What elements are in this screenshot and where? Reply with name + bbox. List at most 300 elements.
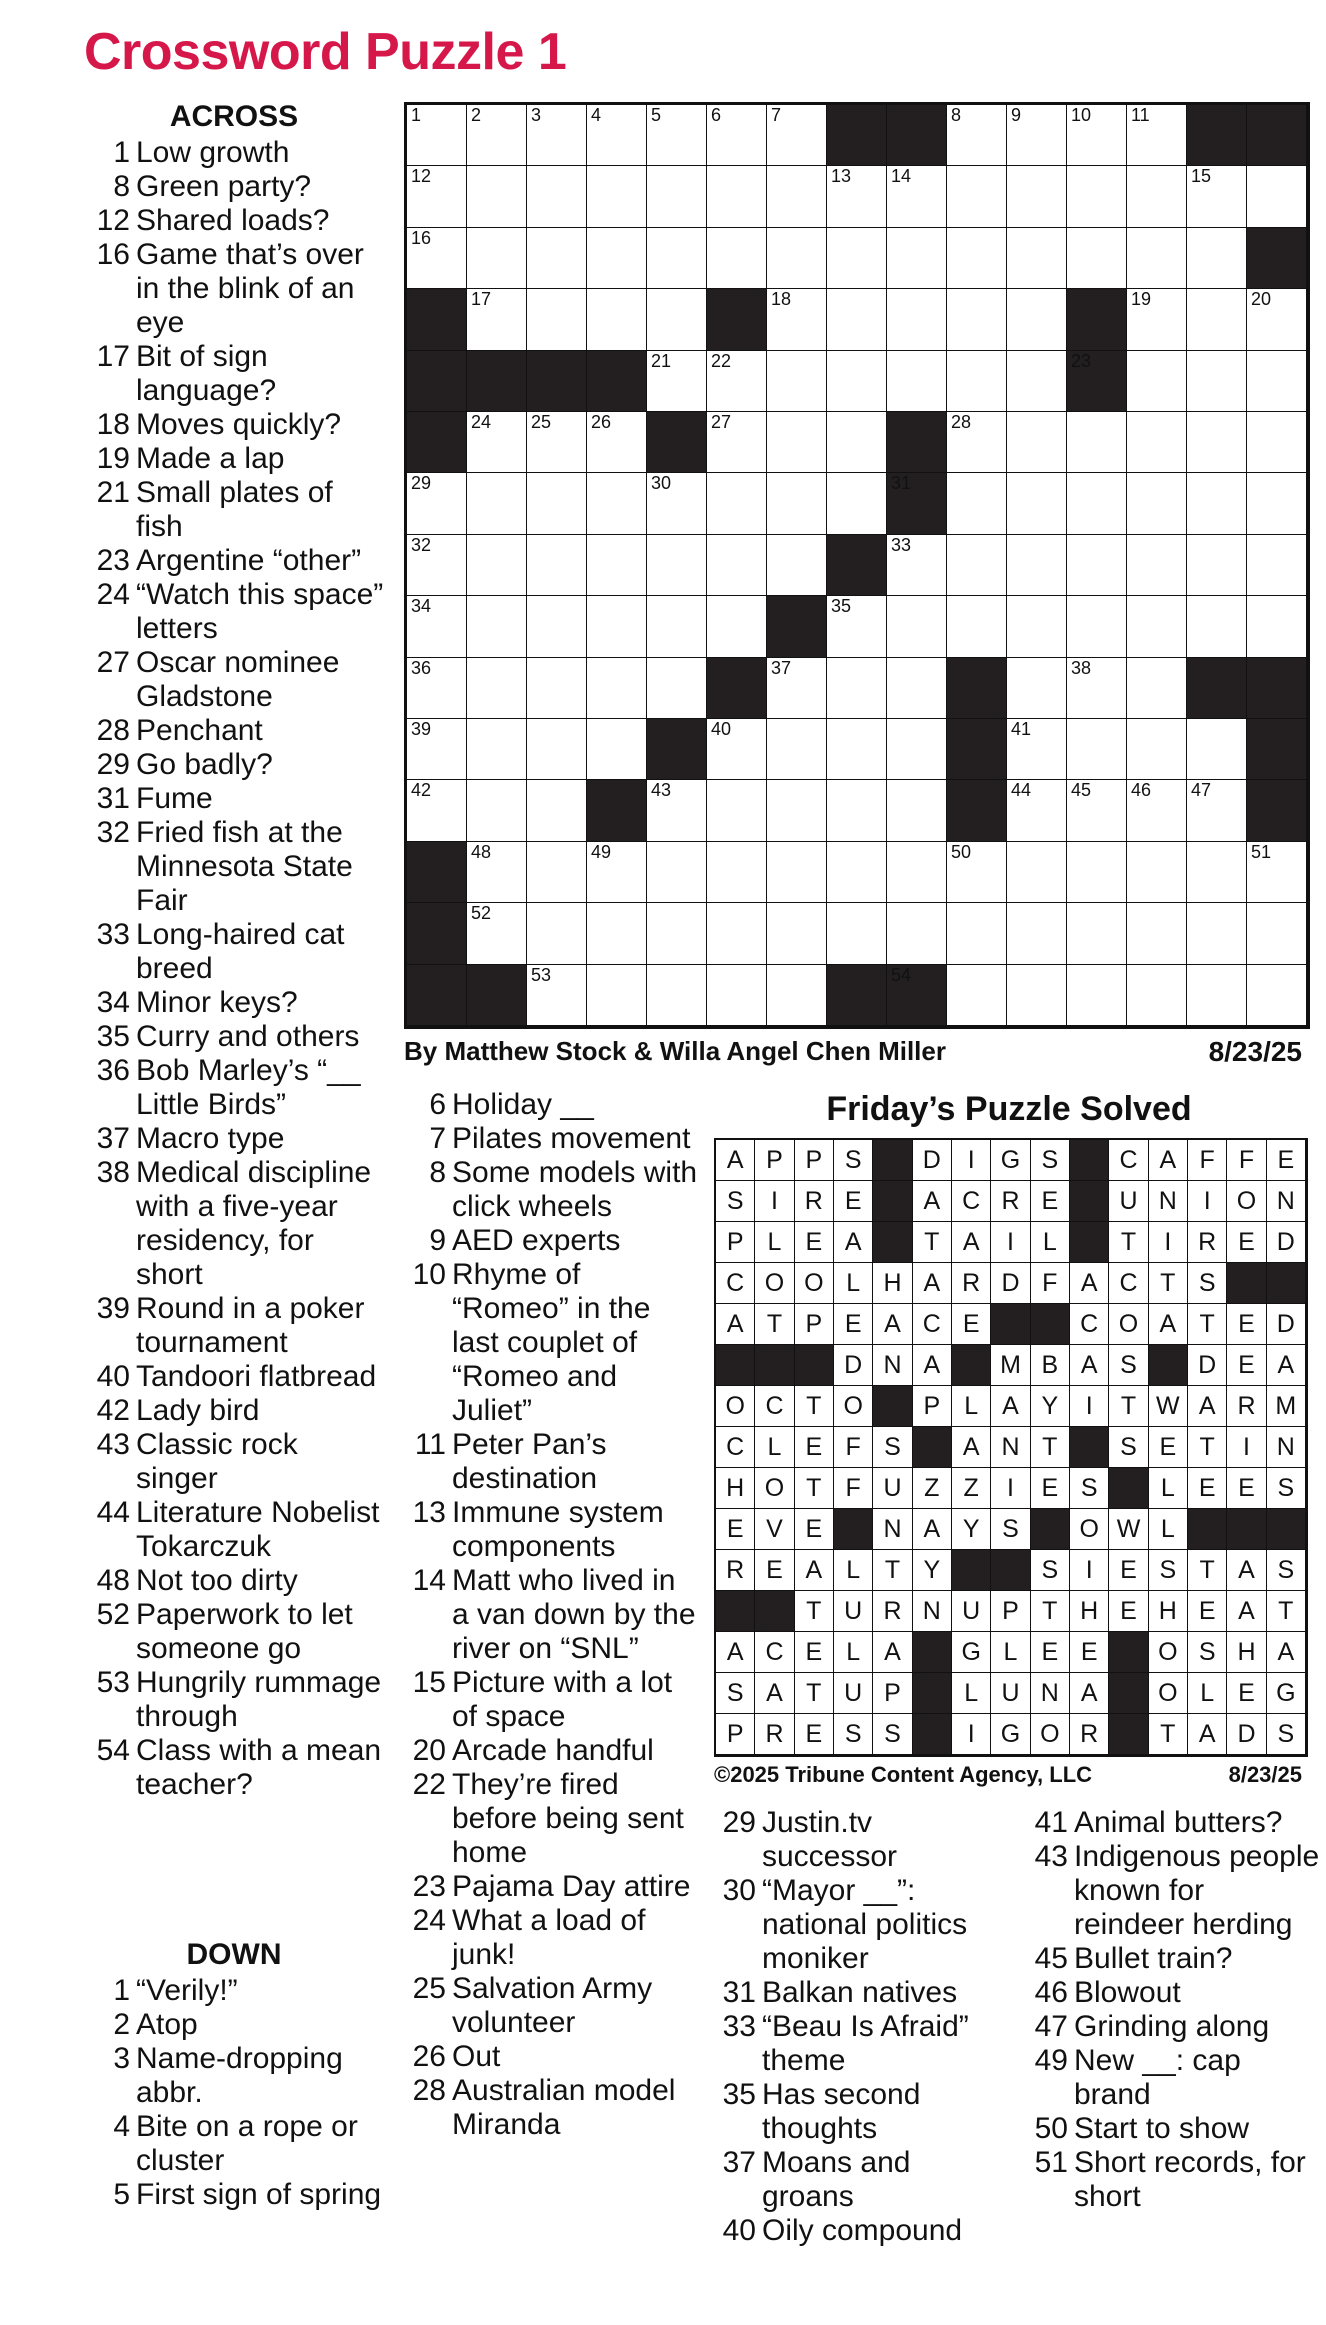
solution-letter: H bbox=[1227, 1632, 1266, 1673]
grid-cell[interactable] bbox=[1127, 351, 1187, 412]
solution-letter: L bbox=[1031, 1222, 1070, 1263]
grid-cell[interactable] bbox=[1007, 228, 1067, 289]
grid-cell[interactable] bbox=[1247, 535, 1307, 596]
grid-cell[interactable] bbox=[1127, 903, 1187, 964]
solution-letter: E bbox=[1031, 1181, 1070, 1222]
grid-cell[interactable] bbox=[467, 473, 527, 534]
grid-cell[interactable] bbox=[1247, 289, 1307, 350]
grid-cell[interactable] bbox=[587, 658, 647, 719]
grid-cell[interactable] bbox=[1067, 903, 1127, 964]
grid-cell[interactable] bbox=[1247, 166, 1307, 227]
grid-cell[interactable] bbox=[707, 780, 767, 841]
black-square bbox=[647, 412, 707, 473]
grid-cell[interactable] bbox=[767, 965, 827, 1026]
grid-cell[interactable] bbox=[1127, 166, 1187, 227]
grid-cell[interactable] bbox=[1187, 289, 1247, 350]
grid-cell[interactable] bbox=[1007, 351, 1067, 412]
grid-cell[interactable] bbox=[467, 842, 527, 903]
grid-cell[interactable] bbox=[467, 719, 527, 780]
clue-item bbox=[84, 918, 384, 986]
clue-text: Bit of sign language? bbox=[136, 340, 277, 407]
grid-cell[interactable] bbox=[407, 228, 467, 289]
grid-cell[interactable] bbox=[467, 228, 527, 289]
black-square bbox=[407, 289, 467, 350]
cell-number: 41 bbox=[1011, 719, 1032, 739]
grid-cell[interactable] bbox=[1187, 473, 1247, 534]
black-square bbox=[1187, 105, 1247, 166]
grid-cell[interactable] bbox=[1127, 596, 1187, 657]
clue-text: Curry and others bbox=[136, 1020, 360, 1053]
solution-letter: A bbox=[913, 1509, 952, 1550]
clue-number: 27 bbox=[96, 646, 130, 679]
grid-cell[interactable] bbox=[647, 965, 707, 1026]
grid-cell[interactable] bbox=[1067, 596, 1127, 657]
grid-cell[interactable] bbox=[647, 351, 707, 412]
grid-cell[interactable] bbox=[407, 473, 467, 534]
grid-cell[interactable] bbox=[947, 596, 1007, 657]
grid-cell[interactable] bbox=[827, 903, 887, 964]
grid-cell[interactable] bbox=[527, 780, 587, 841]
solution-letter: T bbox=[1149, 1714, 1188, 1755]
clue-text: Atop bbox=[136, 2008, 198, 2041]
grid-cell[interactable] bbox=[707, 903, 767, 964]
grid-cell[interactable] bbox=[587, 473, 647, 534]
grid-cell[interactable] bbox=[1187, 535, 1247, 596]
solution-letter: A bbox=[952, 1427, 991, 1468]
solution-letter: E bbox=[795, 1427, 834, 1468]
grid-cell[interactable] bbox=[1067, 473, 1127, 534]
black-square bbox=[1067, 351, 1127, 412]
grid-cell[interactable] bbox=[767, 166, 827, 227]
solution-black-square bbox=[913, 1427, 952, 1468]
clue-number: 31 bbox=[96, 782, 130, 815]
grid-cell[interactable] bbox=[707, 473, 767, 534]
grid-cell[interactable] bbox=[647, 596, 707, 657]
solution-letter: A bbox=[913, 1181, 952, 1222]
clue-number: 10 bbox=[412, 1258, 446, 1291]
grid-cell[interactable] bbox=[1187, 965, 1247, 1026]
cell-number: 2 bbox=[471, 105, 482, 125]
grid-cell[interactable] bbox=[827, 596, 887, 657]
black-square bbox=[1247, 105, 1307, 166]
grid-cell[interactable] bbox=[827, 166, 887, 227]
grid-cell[interactable] bbox=[647, 166, 707, 227]
solution-letter: I bbox=[991, 1468, 1030, 1509]
solution-letter: E bbox=[834, 1304, 873, 1345]
clue-item bbox=[84, 136, 384, 170]
solution-black-square bbox=[1109, 1632, 1148, 1673]
solution-black-square bbox=[1070, 1222, 1109, 1263]
grid-cell[interactable] bbox=[1067, 965, 1127, 1026]
solution-letter: D bbox=[834, 1345, 873, 1386]
grid-cell[interactable] bbox=[707, 596, 767, 657]
grid-cell[interactable] bbox=[767, 780, 827, 841]
grid-cell[interactable] bbox=[1007, 719, 1067, 780]
grid-cell[interactable] bbox=[767, 903, 827, 964]
grid-cell[interactable] bbox=[887, 166, 947, 227]
grid-cell[interactable] bbox=[467, 105, 527, 166]
black-square bbox=[1247, 780, 1307, 841]
grid-cell[interactable] bbox=[1247, 351, 1307, 412]
grid-cell[interactable] bbox=[1127, 289, 1187, 350]
clue-text: First sign of spring bbox=[136, 2178, 382, 2211]
grid-cell[interactable] bbox=[707, 412, 767, 473]
grid-cell[interactable] bbox=[527, 596, 587, 657]
cell-number: 23 bbox=[1071, 350, 1092, 371]
clue-text: Bite on a rope or cluster bbox=[136, 2110, 358, 2177]
clue-item bbox=[84, 578, 384, 646]
clue-text: Pajama Day attire bbox=[452, 1870, 691, 1903]
grid-cell[interactable] bbox=[827, 351, 887, 412]
cell-number: 14 bbox=[891, 166, 912, 187]
grid-cell[interactable] bbox=[407, 719, 467, 780]
grid-cell[interactable] bbox=[707, 351, 767, 412]
grid-cell[interactable] bbox=[827, 289, 887, 350]
grid-cell[interactable] bbox=[1007, 105, 1067, 166]
cell-number: 36 bbox=[411, 657, 432, 678]
grid-cell[interactable] bbox=[1127, 473, 1187, 534]
grid-cell[interactable] bbox=[947, 842, 1007, 903]
grid-cell[interactable] bbox=[587, 965, 647, 1026]
grid-cell[interactable] bbox=[827, 228, 887, 289]
solution-letter: S bbox=[1031, 1140, 1070, 1181]
grid-cell[interactable] bbox=[1187, 351, 1247, 412]
solution-letter: E bbox=[716, 1509, 755, 1550]
grid-cell[interactable] bbox=[647, 289, 707, 350]
grid-cell[interactable] bbox=[827, 473, 887, 534]
grid-cell[interactable] bbox=[527, 965, 587, 1026]
grid-cell[interactable] bbox=[527, 105, 587, 166]
clue-text: Small plates of fish bbox=[136, 476, 333, 543]
clue-item bbox=[84, 1054, 384, 1122]
grid-cell[interactable] bbox=[1007, 412, 1067, 473]
solution-letter: L bbox=[991, 1632, 1030, 1673]
grid-cell[interactable] bbox=[947, 289, 1007, 350]
grid-cell[interactable] bbox=[947, 105, 1007, 166]
grid-cell[interactable] bbox=[1187, 596, 1247, 657]
black-square bbox=[467, 351, 527, 412]
grid-cell[interactable] bbox=[767, 842, 827, 903]
grid-cell[interactable] bbox=[527, 412, 587, 473]
grid-cell[interactable] bbox=[527, 289, 587, 350]
grid-cell[interactable] bbox=[707, 535, 767, 596]
grid-cell[interactable] bbox=[1007, 166, 1067, 227]
grid-cell[interactable] bbox=[1127, 412, 1187, 473]
grid-cell[interactable] bbox=[767, 658, 827, 719]
grid-cell[interactable] bbox=[1187, 166, 1247, 227]
grid-cell[interactable] bbox=[1247, 412, 1307, 473]
clue-item bbox=[84, 1428, 384, 1496]
solution-letter: E bbox=[1227, 1222, 1266, 1263]
grid-cell[interactable] bbox=[647, 473, 707, 534]
grid-cell[interactable] bbox=[467, 658, 527, 719]
grid-cell[interactable] bbox=[1007, 903, 1067, 964]
solution-letter: S bbox=[1109, 1427, 1148, 1468]
grid-cell[interactable] bbox=[587, 842, 647, 903]
grid-cell[interactable] bbox=[1067, 780, 1127, 841]
grid-cell[interactable] bbox=[467, 535, 527, 596]
grid-cell[interactable] bbox=[587, 166, 647, 227]
solution-black-square bbox=[1227, 1509, 1266, 1550]
grid-cell[interactable] bbox=[647, 658, 707, 719]
grid-cell[interactable] bbox=[467, 289, 527, 350]
grid-cell[interactable] bbox=[1187, 842, 1247, 903]
cell-number: 21 bbox=[651, 350, 672, 371]
cell-number: 35 bbox=[831, 596, 852, 617]
grid-cell[interactable] bbox=[887, 535, 947, 596]
grid-cell[interactable] bbox=[527, 658, 587, 719]
grid-cell[interactable] bbox=[1187, 412, 1247, 473]
grid-cell[interactable] bbox=[887, 289, 947, 350]
solution-letter: N bbox=[1031, 1673, 1070, 1714]
solution-letter: F bbox=[834, 1468, 873, 1509]
solution-letter: W bbox=[1149, 1386, 1188, 1427]
solution-letter: A bbox=[873, 1304, 912, 1345]
grid-cell[interactable] bbox=[947, 166, 1007, 227]
solution-letter: T bbox=[795, 1673, 834, 1714]
solution-letter: P bbox=[716, 1714, 755, 1755]
solution-letter: R bbox=[991, 1181, 1030, 1222]
grid-cell[interactable] bbox=[647, 228, 707, 289]
solution-letter: R bbox=[1070, 1714, 1109, 1755]
grid-cell[interactable] bbox=[887, 719, 947, 780]
grid-cell[interactable] bbox=[1067, 842, 1127, 903]
grid-cell[interactable] bbox=[407, 535, 467, 596]
grid-cell[interactable] bbox=[827, 412, 887, 473]
black-square bbox=[1247, 658, 1307, 719]
grid-cell[interactable] bbox=[707, 965, 767, 1026]
grid-cell[interactable] bbox=[1127, 658, 1187, 719]
grid-cell[interactable] bbox=[947, 903, 1007, 964]
grid-cell[interactable] bbox=[1067, 105, 1127, 166]
grid-cell[interactable] bbox=[1067, 535, 1127, 596]
solution-letter: A bbox=[1149, 1304, 1188, 1345]
grid-cell[interactable] bbox=[887, 228, 947, 289]
grid-cell[interactable] bbox=[1127, 965, 1187, 1026]
grid-cell[interactable] bbox=[647, 535, 707, 596]
grid-cell[interactable] bbox=[527, 473, 587, 534]
grid-cell[interactable] bbox=[767, 535, 827, 596]
grid-cell[interactable] bbox=[1187, 719, 1247, 780]
grid-cell[interactable] bbox=[527, 903, 587, 964]
grid-cell[interactable] bbox=[827, 842, 887, 903]
clue-text: Animal butters? bbox=[1074, 1806, 1283, 1839]
grid-cell[interactable] bbox=[887, 903, 947, 964]
grid-cell[interactable] bbox=[887, 842, 947, 903]
grid-cell[interactable] bbox=[527, 719, 587, 780]
grid-cell[interactable] bbox=[407, 658, 467, 719]
clue-item bbox=[84, 408, 384, 442]
grid-cell[interactable] bbox=[647, 903, 707, 964]
grid-cell[interactable] bbox=[767, 105, 827, 166]
grid-cell[interactable] bbox=[1007, 535, 1067, 596]
grid-cell[interactable] bbox=[647, 105, 707, 166]
solution-letter: N bbox=[1149, 1181, 1188, 1222]
clue-item bbox=[1022, 2044, 1322, 2112]
grid-cell[interactable] bbox=[647, 780, 707, 841]
solution-letter: E bbox=[1267, 1140, 1306, 1181]
grid-cell[interactable] bbox=[587, 289, 647, 350]
puzzle-title: Crossword Puzzle 1 bbox=[84, 23, 567, 81]
grid-cell[interactable] bbox=[1127, 228, 1187, 289]
grid-cell[interactable] bbox=[1067, 719, 1127, 780]
grid-cell[interactable] bbox=[767, 412, 827, 473]
grid-cell[interactable] bbox=[467, 903, 527, 964]
grid-cell[interactable] bbox=[1187, 903, 1247, 964]
clue-item bbox=[400, 1564, 700, 1666]
grid-cell[interactable] bbox=[767, 289, 827, 350]
grid-cell[interactable] bbox=[1127, 780, 1187, 841]
grid-cell[interactable] bbox=[827, 780, 887, 841]
solution-letter: E bbox=[755, 1550, 794, 1591]
grid-cell[interactable] bbox=[1187, 780, 1247, 841]
solution-letter: A bbox=[716, 1304, 755, 1345]
grid-cell[interactable] bbox=[707, 228, 767, 289]
clue-number: 17 bbox=[96, 340, 130, 373]
solution-letter: S bbox=[991, 1509, 1030, 1550]
grid-cell[interactable] bbox=[767, 719, 827, 780]
grid-cell[interactable] bbox=[407, 166, 467, 227]
grid-cell[interactable] bbox=[947, 965, 1007, 1026]
grid-cell[interactable] bbox=[1007, 780, 1067, 841]
solution-letter: A bbox=[1070, 1673, 1109, 1714]
grid-cell[interactable] bbox=[527, 535, 587, 596]
grid-cell[interactable] bbox=[1187, 228, 1247, 289]
grid-cell[interactable] bbox=[1247, 842, 1307, 903]
grid-cell[interactable] bbox=[527, 842, 587, 903]
solution-letter: E bbox=[795, 1714, 834, 1755]
grid-cell[interactable] bbox=[1007, 965, 1067, 1026]
grid-cell[interactable] bbox=[707, 166, 767, 227]
grid-cell[interactable] bbox=[1067, 658, 1127, 719]
grid-cell[interactable] bbox=[887, 596, 947, 657]
grid-cell[interactable] bbox=[707, 842, 767, 903]
grid-cell[interactable] bbox=[1007, 289, 1067, 350]
grid-cell[interactable] bbox=[587, 596, 647, 657]
clue-text: Made a lap bbox=[136, 442, 285, 475]
solution-letter: O bbox=[1227, 1181, 1266, 1222]
grid-cell[interactable] bbox=[1007, 842, 1067, 903]
clue-text: Short records, for short bbox=[1074, 2146, 1306, 2213]
solution-letter: E bbox=[795, 1222, 834, 1263]
grid-cell[interactable] bbox=[587, 903, 647, 964]
grid-cell[interactable] bbox=[1067, 166, 1127, 227]
black-square bbox=[887, 412, 947, 473]
grid-cell[interactable] bbox=[1127, 842, 1187, 903]
solution-black-square bbox=[1149, 1345, 1188, 1386]
solution-black-square bbox=[1109, 1673, 1148, 1714]
clue-number: 37 bbox=[96, 1122, 130, 1155]
grid-cell[interactable] bbox=[587, 228, 647, 289]
clue-item bbox=[84, 442, 384, 476]
cell-number: 10 bbox=[1071, 105, 1092, 125]
grid-cell[interactable] bbox=[587, 719, 647, 780]
cell-number: 20 bbox=[1251, 289, 1272, 310]
grid-cell[interactable] bbox=[1067, 412, 1127, 473]
grid-cell[interactable] bbox=[947, 473, 1007, 534]
clue-text: Bob Marley’s “__ Little Birds” bbox=[136, 1054, 361, 1121]
black-square bbox=[707, 658, 767, 719]
grid-cell[interactable] bbox=[1247, 903, 1307, 964]
grid-cell[interactable] bbox=[587, 412, 647, 473]
grid-cell[interactable] bbox=[587, 535, 647, 596]
solution-letter: S bbox=[1188, 1263, 1227, 1304]
cell-number: 46 bbox=[1131, 780, 1152, 801]
clue-item bbox=[84, 204, 384, 238]
grid-cell[interactable] bbox=[1007, 473, 1067, 534]
grid-cell[interactable] bbox=[1007, 596, 1067, 657]
grid-cell[interactable] bbox=[767, 351, 827, 412]
solution-letter: Y bbox=[1031, 1386, 1070, 1427]
grid-cell[interactable] bbox=[467, 412, 527, 473]
grid-cell[interactable] bbox=[827, 658, 887, 719]
solution-letter: E bbox=[1227, 1304, 1266, 1345]
grid-cell[interactable] bbox=[407, 596, 467, 657]
grid-cell[interactable] bbox=[887, 351, 947, 412]
grid-cell[interactable] bbox=[1127, 105, 1187, 166]
grid-cell[interactable] bbox=[1007, 658, 1067, 719]
grid-cell[interactable] bbox=[1247, 965, 1307, 1026]
cell-number: 33 bbox=[891, 534, 912, 555]
grid-cell[interactable] bbox=[707, 719, 767, 780]
solution-letter: R bbox=[795, 1181, 834, 1222]
grid-cell[interactable] bbox=[767, 228, 827, 289]
clue-text: Moans and groans bbox=[762, 2146, 911, 2213]
clue-text: Blowout bbox=[1074, 1976, 1181, 2009]
grid-cell[interactable] bbox=[407, 780, 467, 841]
solution-letter: I bbox=[1227, 1427, 1266, 1468]
grid-cell[interactable] bbox=[527, 228, 587, 289]
grid-cell[interactable] bbox=[1127, 535, 1187, 596]
grid-cell[interactable] bbox=[887, 780, 947, 841]
grid-cell[interactable] bbox=[467, 780, 527, 841]
grid-cell[interactable] bbox=[527, 166, 587, 227]
grid-cell[interactable] bbox=[407, 105, 467, 166]
grid-cell[interactable] bbox=[947, 535, 1007, 596]
grid-cell[interactable] bbox=[707, 105, 767, 166]
solution-letter: L bbox=[952, 1386, 991, 1427]
grid-cell[interactable] bbox=[1247, 473, 1307, 534]
grid-cell[interactable] bbox=[647, 842, 707, 903]
clue-text: Fume bbox=[136, 782, 213, 815]
cell-number: 51 bbox=[1251, 841, 1272, 862]
solution-letter: T bbox=[1109, 1222, 1148, 1263]
black-square bbox=[407, 965, 467, 1026]
grid-cell[interactable] bbox=[947, 351, 1007, 412]
solution-letter: O bbox=[755, 1263, 794, 1304]
solution-black-square bbox=[1070, 1140, 1109, 1181]
grid-cell[interactable] bbox=[467, 596, 527, 657]
solution-letter: S bbox=[1031, 1550, 1070, 1591]
grid-cell[interactable] bbox=[1067, 228, 1127, 289]
grid-cell[interactable] bbox=[947, 228, 1007, 289]
clue-text: Salvation Army volunteer bbox=[452, 1972, 653, 2039]
clue-number: 41 bbox=[1034, 1806, 1068, 1839]
grid-cell[interactable] bbox=[887, 658, 947, 719]
solution-black-square bbox=[1188, 1509, 1227, 1550]
grid-cell[interactable] bbox=[587, 105, 647, 166]
clue-number: 44 bbox=[96, 1496, 130, 1529]
grid-cell[interactable] bbox=[1247, 596, 1307, 657]
clue-number: 13 bbox=[412, 1496, 446, 1529]
grid-cell[interactable] bbox=[1127, 719, 1187, 780]
grid-cell[interactable] bbox=[767, 473, 827, 534]
grid-cell[interactable] bbox=[947, 412, 1007, 473]
grid-cell[interactable] bbox=[827, 719, 887, 780]
solution-black-square bbox=[1070, 1427, 1109, 1468]
clue-item bbox=[84, 1564, 384, 1598]
grid-cell[interactable] bbox=[467, 166, 527, 227]
